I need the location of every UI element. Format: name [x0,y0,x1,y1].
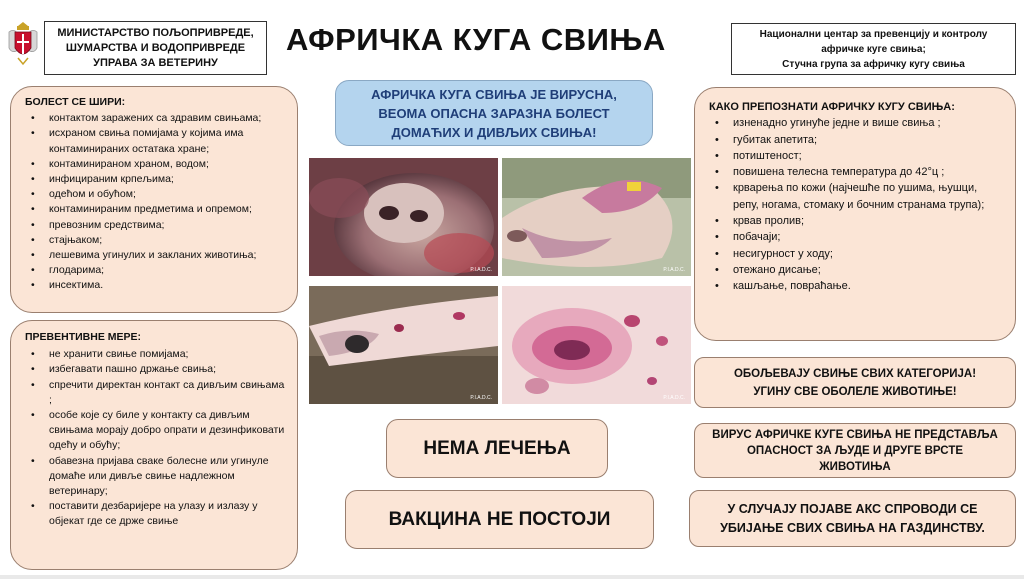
national-center-header [731,23,1016,75]
spread-list [25,111,287,293]
no-danger-line-1: ВИРУС АФРИЧКЕ КУГЕ СВИЊА НЕ ПРЕДСТАВЉА [712,428,998,441]
ministry-line-2: ШУМАРСТВА И ВОДОПРИВРЕДЕ [65,41,246,54]
categories-line-1: ОБОЉЕВАЈУ СВИЊЕ СВИХ КАТЕГОРИЈА! [733,367,977,380]
culling-line-2: УБИЈАЊЕ СВИХ СВИЊА НА ГАЗДИНСТВУ. [720,520,985,535]
no-vaccine-box [345,490,654,549]
list-item: • отежано дисање; [709,262,1005,278]
culling-line-1: У СЛУЧАЈУ ПОЈАВЕ АКС СПРОВОДИ СЕ [727,501,978,516]
list-item: • глодарима; [25,263,287,278]
list-item: • побачаји; [709,229,1005,245]
photo-pig-leg [309,286,498,404]
ministry-line-1: МИНИСТАРСТВО ПОЉОПРИВРЕДЕ, [57,26,254,39]
virus-description-box [335,80,653,146]
photo-credit: P.I.A.D.C. [470,267,492,273]
list-item: • инфицираним крпељима; [25,172,287,187]
photo-pig-belly [502,286,691,404]
page-title: АФРИЧКА КУГА СВИЊА [286,22,666,57]
virus-line-2: ВЕОМА ОПАСНА ЗАРАЗНА БОЛЕСТ [378,105,610,121]
prevention-box [10,320,298,570]
center-line-2: афричке куге свиња; [821,43,926,55]
list-item: • поставити дезбаријере на улазу и излазу у објекат где се држе свиње [25,499,287,529]
prevention-title: ПРЕВЕНТИВНЕ МЕРЕ: [25,331,142,343]
photo-pig-ear [502,158,691,276]
spread-box [10,86,298,313]
list-item: • избегавати пашно држање свиња; [25,362,287,377]
ministry-header [44,21,267,75]
list-item: • особе које су биле у контакту са дивљим свињама морају добро опрати и дезинфиковати одећу и обућу; [25,408,287,454]
ministry-line-3: УПРАВА ЗА ВЕТЕРИНУ [93,56,218,69]
center-line-1: Национални центар за превенцију и контролу [759,28,988,40]
categories-box [694,357,1016,408]
list-item: • изненадно угинуће једне и више свиња ; [709,115,1005,131]
list-item: • контаминираном храном, водом; [25,157,287,172]
list-item: • инсектима. [25,278,287,293]
list-item: • потиштеност; [709,148,1005,164]
list-item: • повишена телесна температура до 42°ц ; [709,164,1005,180]
list-item: • не хранити свиње помијама; [25,347,287,362]
prevention-list [25,347,287,529]
virus-line-3: ДОМАЋИХ И ДИВЉИХ СВИЊА! [391,124,597,140]
list-item: • превозним средствима; [25,218,287,233]
list-item: • исхраном свиња помијама у којима има контаминираних остатака хране; [25,126,287,156]
center-line-3: Стучна група за афричку кугу свиња [782,58,965,70]
culling-box [689,490,1016,547]
list-item: • кашљање, повраћање. [709,278,1005,294]
list-item: • контактом заражених са здравим свињама; [25,111,287,126]
list-item: • крварења по кожи (најчешће по ушима, њушци, репу, ногама, стомаку и бочним странама трупа); [709,180,1005,213]
photo-credit: P.I.A.D.C. [663,395,685,401]
symptoms-list [709,115,1005,294]
list-item: • спречити директан контакт са дивљим свињама ; [25,378,287,408]
symptoms-box [694,87,1016,341]
photo-credit: P.I.A.D.C. [663,267,685,273]
list-item: • несигурност у ходу; [709,246,1005,262]
no-danger-box [694,423,1016,478]
photo-credit: P.I.A.D.C. [470,395,492,401]
list-item: • стајњаком; [25,233,287,248]
list-item: • обавезна пријава сваке болесне или угинуле домаће или дивље свиње надлежном ветеринару; [25,454,287,500]
no-danger-line-2: ОПАСНОСТ ЗА ЉУДЕ И ДРУГЕ ВРСТЕ [746,444,964,457]
no-treatment-box [386,419,608,478]
list-item: • лешевима угинулих и закланих животиња; [25,248,287,263]
coat-of-arms-icon [6,20,40,68]
list-item: • контаминираним предметима и опремом; [25,202,287,217]
categories-line-2: УГИНУ СВЕ ОБОЛЕЛЕ ЖИВОТИЊЕ! [753,385,957,398]
no-danger-line-3: ЖИВОТИЊА [819,460,891,473]
list-item: • губитак апетита; [709,132,1005,148]
virus-line-1: АФРИЧКА КУГА СВИЊА ЈЕ ВИРУСНА, [371,86,617,102]
bottom-divider [0,575,1024,579]
list-item: • крвав пролив; [709,213,1005,229]
symptoms-title: КАКО ПРЕПОЗНАТИ АФРИЧКУ КУГУ СВИЊА: [709,101,955,113]
photo-pig-snout [309,158,498,276]
list-item: • одећом и обућом; [25,187,287,202]
spread-title: БОЛЕСТ СЕ ШИРИ: [25,96,126,108]
no-vaccine-text: ВАКЦИНА НЕ ПОСТОЈИ [388,508,611,530]
no-treatment-text: НЕМА ЛЕЧЕЊА [423,437,571,459]
